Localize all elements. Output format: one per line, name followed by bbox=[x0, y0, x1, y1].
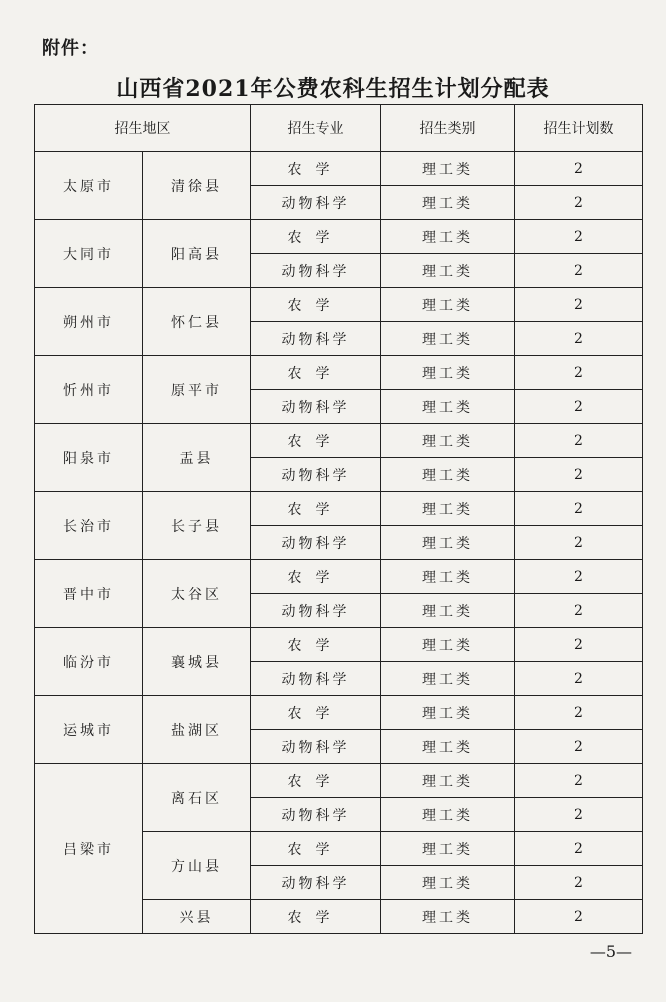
category-cell: 理工类 bbox=[381, 900, 515, 934]
count-cell: 2 bbox=[515, 594, 643, 628]
count-cell: 2 bbox=[515, 696, 643, 730]
count-cell: 2 bbox=[515, 662, 643, 696]
count-cell: 2 bbox=[515, 458, 643, 492]
major-cell: 农学 bbox=[251, 356, 381, 390]
county-cell: 方山县 bbox=[143, 832, 251, 900]
page-title: 山西省2021年公费农科生招生计划分配表 bbox=[116, 76, 550, 102]
count-cell: 2 bbox=[515, 356, 643, 390]
header-count: 招生计划数 bbox=[515, 105, 643, 152]
major-cell: 农学 bbox=[251, 492, 381, 526]
county-cell: 清徐县 bbox=[143, 152, 251, 220]
count-cell: 2 bbox=[515, 560, 643, 594]
header-category: 招生类别 bbox=[381, 105, 515, 152]
count-cell: 2 bbox=[515, 322, 643, 356]
table-row bbox=[35, 560, 643, 594]
county-cell: 兴县 bbox=[143, 900, 251, 934]
category-cell: 理工类 bbox=[381, 526, 515, 560]
count-cell: 2 bbox=[515, 152, 643, 186]
table-row bbox=[35, 356, 643, 390]
city-cell: 朔州市 bbox=[35, 288, 143, 356]
count-cell: 2 bbox=[515, 832, 643, 866]
table-body bbox=[35, 152, 643, 934]
major-cell: 动物科学 bbox=[251, 254, 381, 288]
count-cell: 2 bbox=[515, 764, 643, 798]
count-cell: 2 bbox=[515, 730, 643, 764]
category-cell: 理工类 bbox=[381, 152, 515, 186]
city-cell: 阳泉市 bbox=[35, 424, 143, 492]
city-cell: 大同市 bbox=[35, 220, 143, 288]
page-number: —5— bbox=[589, 942, 632, 961]
major-cell: 农学 bbox=[251, 152, 381, 186]
category-cell: 理工类 bbox=[381, 356, 515, 390]
header-major: 招生专业 bbox=[251, 105, 381, 152]
city-cell: 太原市 bbox=[35, 152, 143, 220]
city-cell: 临汾市 bbox=[35, 628, 143, 696]
table-row bbox=[35, 220, 643, 254]
category-cell: 理工类 bbox=[381, 696, 515, 730]
county-cell: 盂县 bbox=[143, 424, 251, 492]
major-cell: 农学 bbox=[251, 628, 381, 662]
category-cell: 理工类 bbox=[381, 764, 515, 798]
category-cell: 理工类 bbox=[381, 492, 515, 526]
major-cell: 动物科学 bbox=[251, 390, 381, 424]
city-cell: 晋中市 bbox=[35, 560, 143, 628]
count-cell: 2 bbox=[515, 186, 643, 220]
table-header-row bbox=[35, 105, 643, 152]
count-cell: 2 bbox=[515, 628, 643, 662]
category-cell: 理工类 bbox=[381, 798, 515, 832]
count-cell: 2 bbox=[515, 798, 643, 832]
category-cell: 理工类 bbox=[381, 254, 515, 288]
county-cell: 怀仁县 bbox=[143, 288, 251, 356]
count-cell: 2 bbox=[515, 900, 643, 934]
major-cell: 动物科学 bbox=[251, 594, 381, 628]
category-cell: 理工类 bbox=[381, 220, 515, 254]
table-row bbox=[35, 492, 643, 526]
city-cell: 运城市 bbox=[35, 696, 143, 764]
category-cell: 理工类 bbox=[381, 390, 515, 424]
category-cell: 理工类 bbox=[381, 288, 515, 322]
county-cell: 太谷区 bbox=[143, 560, 251, 628]
major-cell: 农学 bbox=[251, 832, 381, 866]
count-cell: 2 bbox=[515, 288, 643, 322]
major-cell: 农学 bbox=[251, 424, 381, 458]
major-cell: 动物科学 bbox=[251, 798, 381, 832]
major-cell: 农学 bbox=[251, 764, 381, 798]
table-row bbox=[35, 696, 643, 730]
count-cell: 2 bbox=[515, 866, 643, 900]
count-cell: 2 bbox=[515, 424, 643, 458]
county-cell: 襄城县 bbox=[143, 628, 251, 696]
count-cell: 2 bbox=[515, 254, 643, 288]
county-cell: 原平市 bbox=[143, 356, 251, 424]
table-row bbox=[35, 424, 643, 458]
major-cell: 动物科学 bbox=[251, 322, 381, 356]
count-cell: 2 bbox=[515, 492, 643, 526]
county-cell: 阳高县 bbox=[143, 220, 251, 288]
major-cell: 农学 bbox=[251, 288, 381, 322]
major-cell: 动物科学 bbox=[251, 866, 381, 900]
enrollment-plan-table bbox=[34, 104, 643, 934]
county-cell: 盐湖区 bbox=[143, 696, 251, 764]
category-cell: 理工类 bbox=[381, 560, 515, 594]
count-cell: 2 bbox=[515, 390, 643, 424]
table-row bbox=[35, 764, 643, 798]
major-cell: 农学 bbox=[251, 696, 381, 730]
category-cell: 理工类 bbox=[381, 458, 515, 492]
count-cell: 2 bbox=[515, 526, 643, 560]
attachment-label: 附件： bbox=[42, 38, 99, 59]
major-cell: 动物科学 bbox=[251, 458, 381, 492]
count-cell: 2 bbox=[515, 220, 643, 254]
major-cell: 农学 bbox=[251, 220, 381, 254]
county-cell: 长子县 bbox=[143, 492, 251, 560]
table-row bbox=[35, 628, 643, 662]
major-cell: 动物科学 bbox=[251, 730, 381, 764]
major-cell: 动物科学 bbox=[251, 186, 381, 220]
table-row bbox=[35, 288, 643, 322]
header-region: 招生地区 bbox=[35, 105, 251, 152]
major-cell: 动物科学 bbox=[251, 526, 381, 560]
category-cell: 理工类 bbox=[381, 594, 515, 628]
city-cell: 吕梁市 bbox=[35, 764, 143, 934]
major-cell: 农学 bbox=[251, 560, 381, 594]
category-cell: 理工类 bbox=[381, 866, 515, 900]
category-cell: 理工类 bbox=[381, 730, 515, 764]
category-cell: 理工类 bbox=[381, 628, 515, 662]
major-cell: 农学 bbox=[251, 900, 381, 934]
city-cell: 忻州市 bbox=[35, 356, 143, 424]
table-row bbox=[35, 152, 643, 186]
city-cell: 长治市 bbox=[35, 492, 143, 560]
category-cell: 理工类 bbox=[381, 322, 515, 356]
category-cell: 理工类 bbox=[381, 424, 515, 458]
county-cell: 离石区 bbox=[143, 764, 251, 832]
category-cell: 理工类 bbox=[381, 832, 515, 866]
category-cell: 理工类 bbox=[381, 186, 515, 220]
major-cell: 动物科学 bbox=[251, 662, 381, 696]
category-cell: 理工类 bbox=[381, 662, 515, 696]
